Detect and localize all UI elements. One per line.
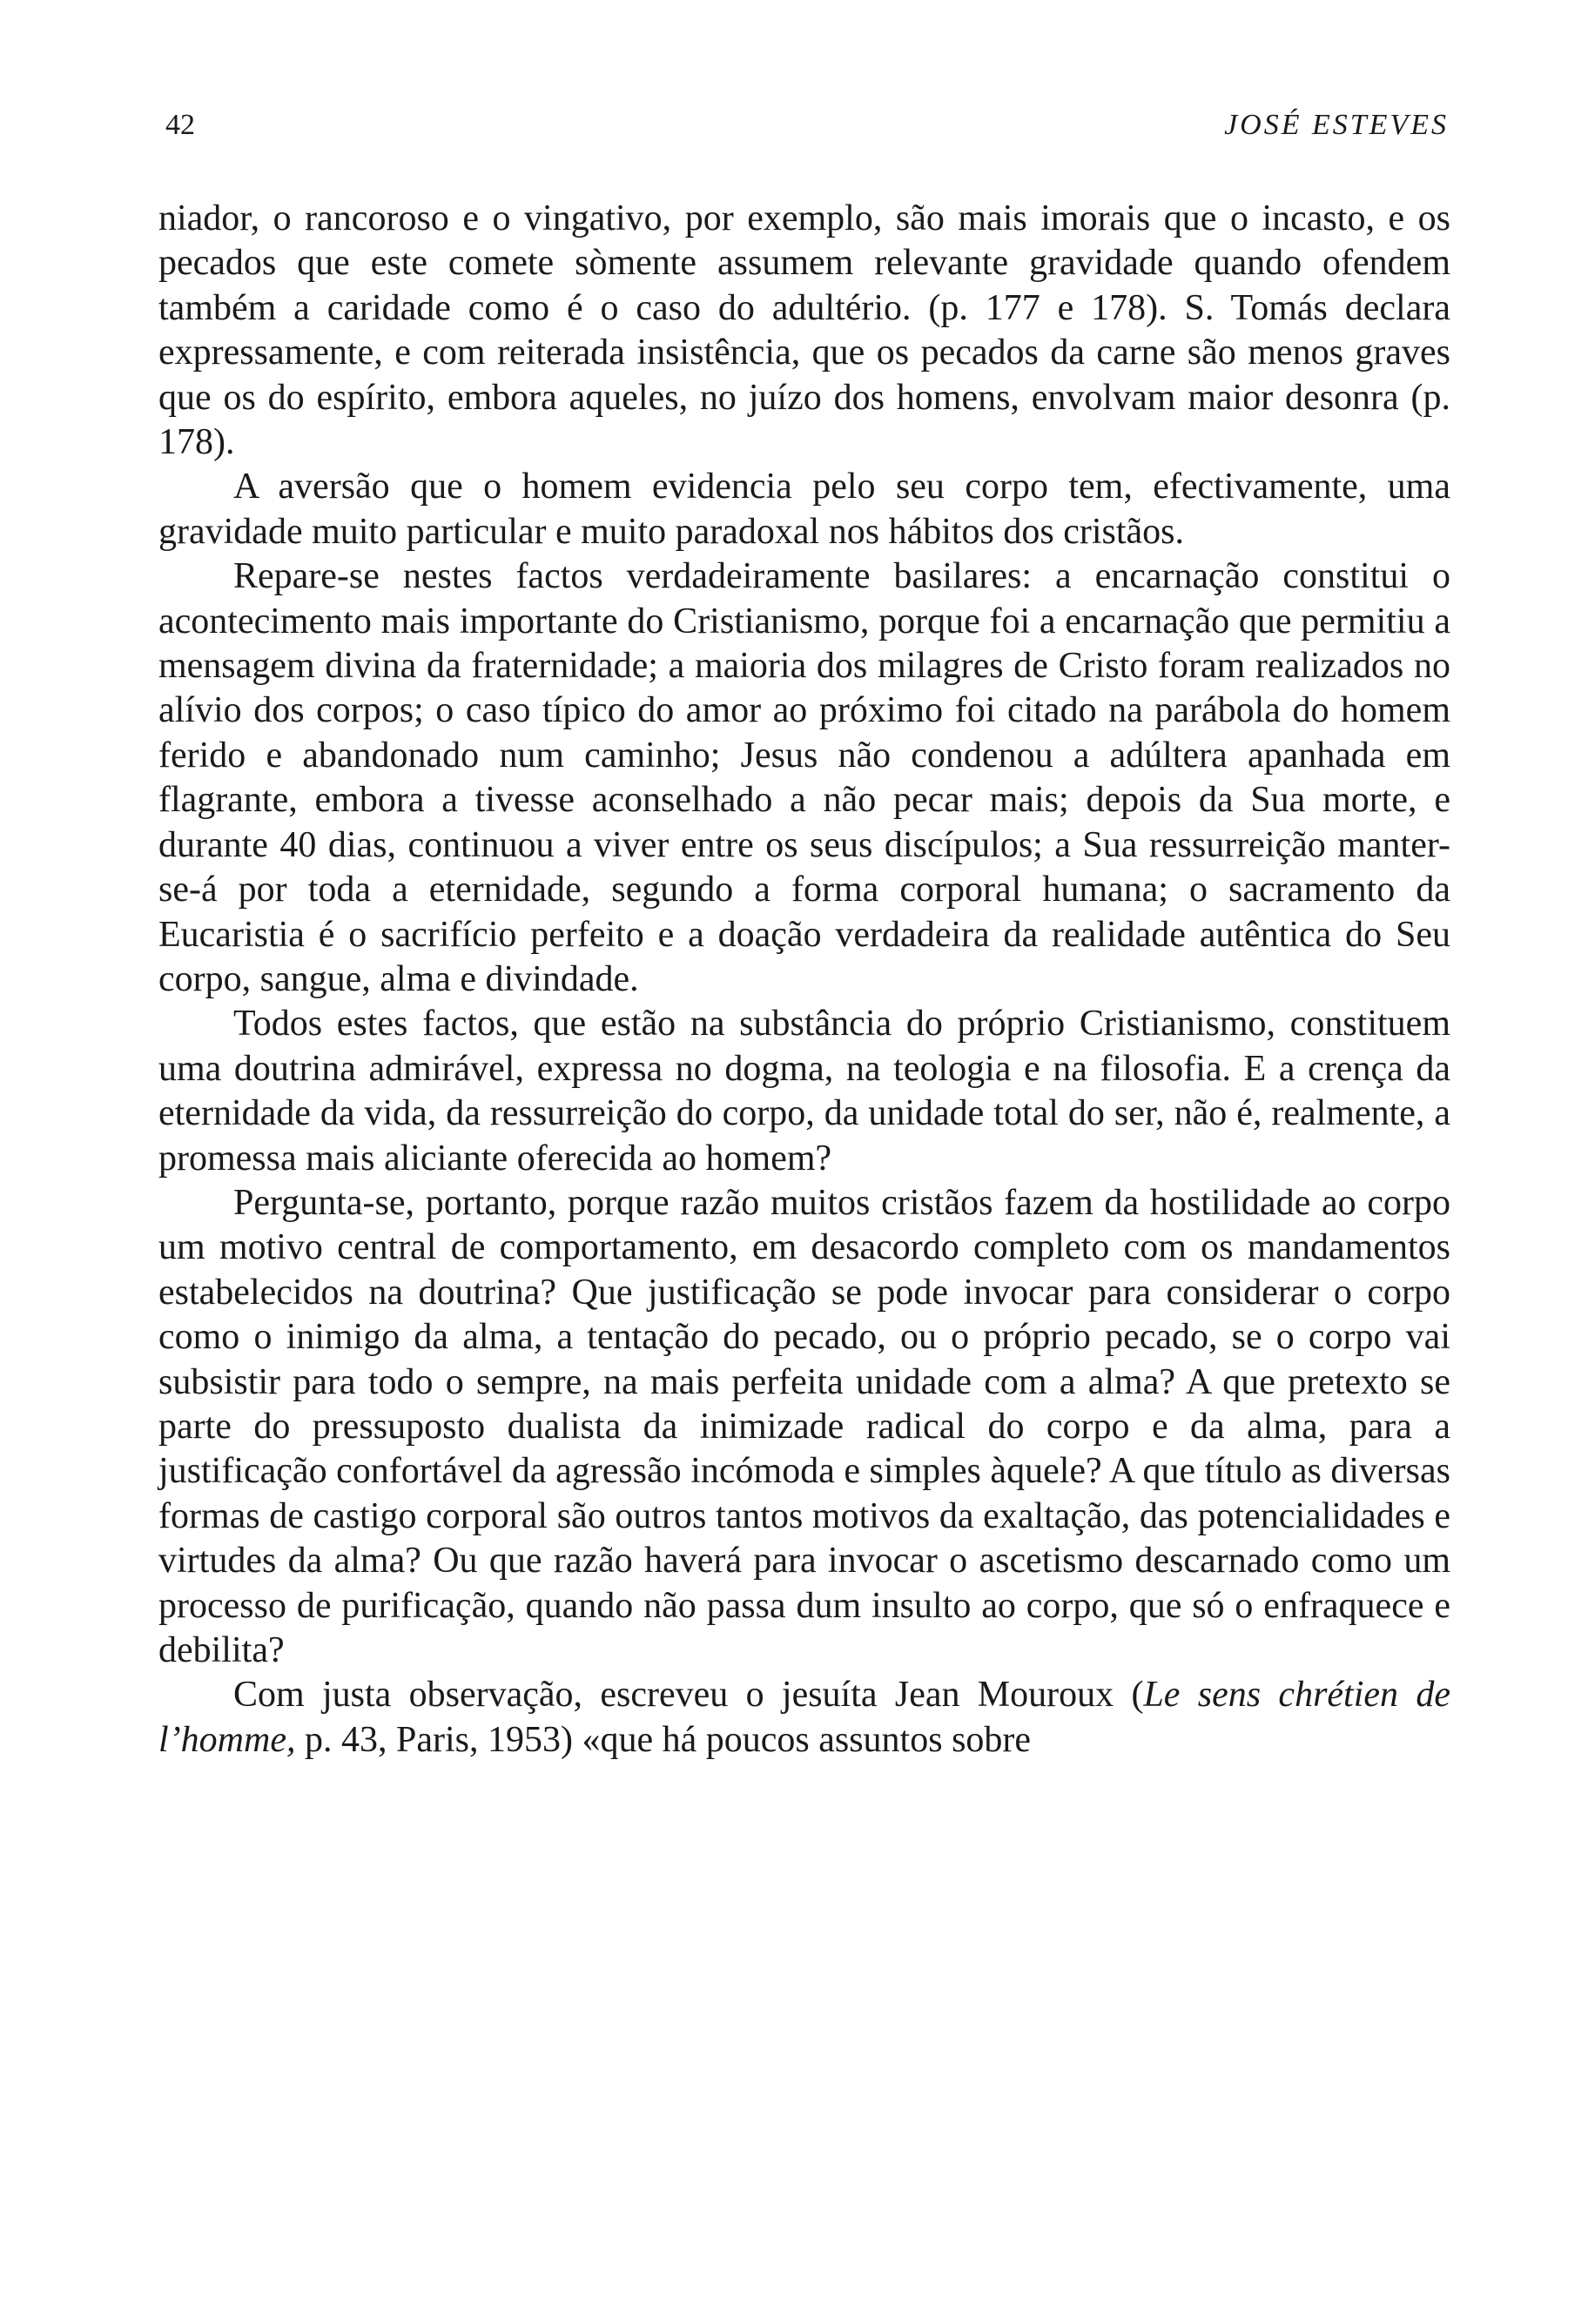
paragraph: Todos estes factos, que estão na substância do próprio Cristianismo, constituem uma doutrina admirável, expressa no dogma, na teologia e na filosofia. E a crença da eternidade da vida, da ressurreição do corpo, da unidade total do ser, não é, realmente, a promessa mais aliciante oferecida ao homem? xyxy=(158,1004,1450,1179)
paragraph: Pergunta-se, portanto, porque razão muitos cristãos fazem da hostilidade ao corpo um motivo central de comportamento, em desacordo completo com os mandamentos estabelecidos na doutrina? Que justificação se pode invocar para considerar o corpo como o inimigo da alma, a tentação do pecado, ou o próprio pecado, se o corpo vai subsistir para todo o sempre, na mais perfeita unidade com a alma? A que pretexto se parte do pressuposto dualista da inimizade radical do corpo e da alma, para a justificação confortável da agressão incómoda e simples àquele? A que título as diversas formas de castigo corporal são outros tantos motivos da exaltação, das potencialidades e virtudes da alma? Ou que razão haverá para invocar o ascetismo descarnado como um processo de purificação, quando não passa dum insulto ao corpo, que só o enfraquece e debilita? xyxy=(158,1182,1450,1670)
citation-trailing-text: p. 43, Paris, 1953) «que há poucos assuntos sobre xyxy=(295,1719,1032,1760)
book-title: Le sens chrétien de l’homme, xyxy=(158,1675,1450,1760)
running-header xyxy=(165,109,1449,152)
paragraph: Repare-se nestes factos verdadeiramente basilares: a encarnação constitui o acontecimento mais importante do Cristianismo, porque foi a encarnação que permitiu a mensagem divina da fraternidade; a maioria dos milagres de Cristo foram realizados no alívio dos corpos; o caso típico do amor ao próximo foi citado na parábola do homem ferido e abandonado num caminho; Jesus não condenou a adúltera apanhada em flagrante, embora a tivesse aconselhado a não pecar mais; depois da Sua morte, e durante 40 dias, continuou a viver entre os seus discípulos; a Sua ressurreição manter-se-á por toda a eternidade, segundo a forma corporal humana; o sacramento da Eucaristia é o sacrifício perfeito e a doação verdadeira da realidade autêntica do Seu corpo, sangue, alma e divindade. xyxy=(158,556,1450,999)
paragraph: A aversão que o homem evidencia pelo seu corpo tem, efectivamente, uma gravidade muito particular e muito paradoxal nos hábitos dos cristãos. xyxy=(158,467,1450,552)
running-head-author: JOSÉ ESTEVES xyxy=(1224,109,1449,141)
page-number: 42 xyxy=(165,109,195,141)
body-text xyxy=(158,197,1450,1763)
citation-lead-text: Com justa observação, escreveu o jesuíta Jean Mouroux ( xyxy=(233,1675,1144,1716)
paragraph: niador, o rancoroso e o vingativo, por exemplo, são mais imorais que o incasto, e os pecados que este comete sòmente assumem relevante gravidade quando ofendem também a caridade como é o caso do adultério. (p. 177 e 178). S. Tomás declara expressamente, e com reiterada insistência, que os pecados da carne são menos graves que os do espírito, embora aqueles, no juízo dos homens, envolvam maior desonra (p. 178). xyxy=(158,198,1450,463)
paragraph-with-citation xyxy=(158,1673,1450,1763)
